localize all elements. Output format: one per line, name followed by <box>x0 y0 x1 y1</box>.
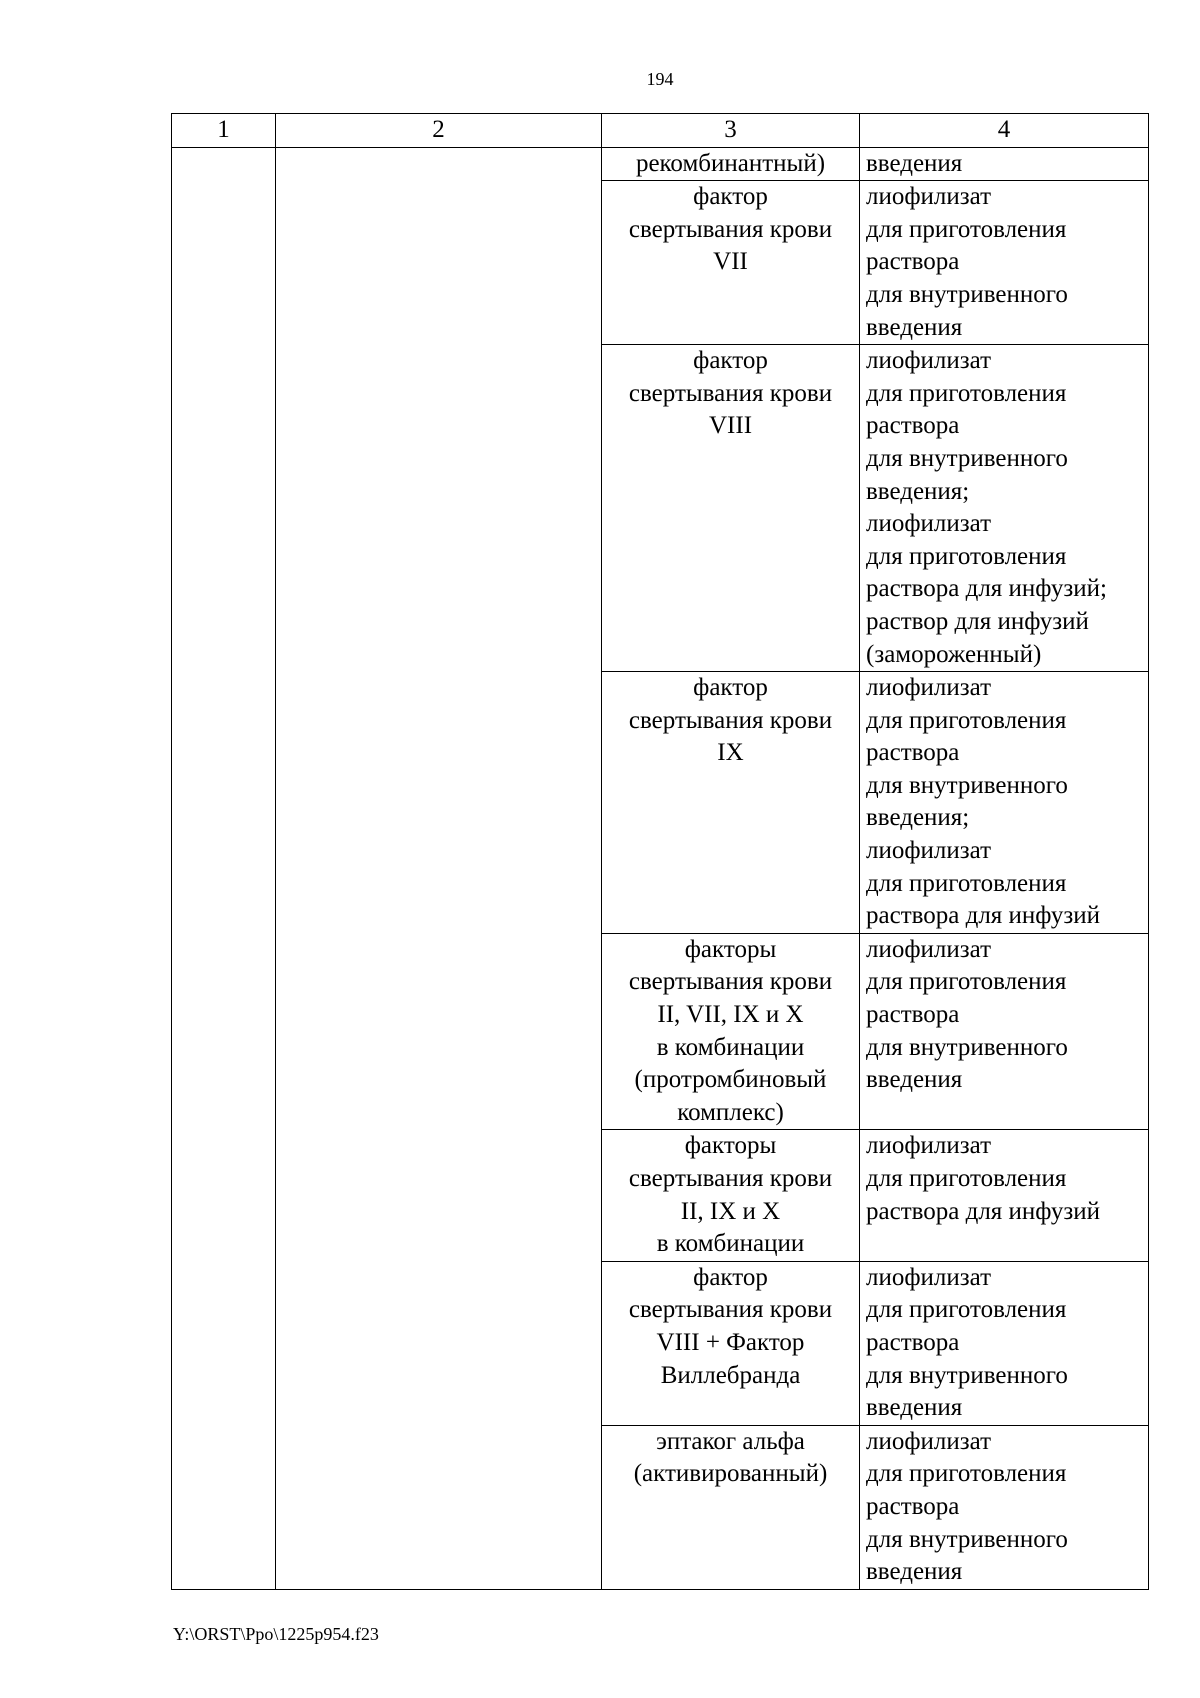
drug-name-cell <box>602 147 860 181</box>
drug-name-line: свертывания крови <box>628 706 833 734</box>
dosage-form-line: лиофилизат <box>866 183 992 211</box>
drug-name-line: фактор <box>693 183 768 211</box>
dosage-form-line: для приготовления <box>866 542 1067 570</box>
dosage-form-cell <box>860 345 1149 672</box>
dosage-form-line: раствора для инфузий <box>866 1197 1101 1225</box>
drug-name-cell <box>602 345 860 672</box>
drug-name-line: фактор <box>693 347 768 375</box>
column-2-cell <box>276 147 602 1589</box>
drug-name-line: II, IX и X <box>680 1197 781 1225</box>
dosage-form-line: для приготовления <box>866 706 1067 734</box>
drug-name-line: фактор <box>693 1263 768 1291</box>
dosage-form-cell <box>860 1130 1149 1261</box>
dosage-form-cell <box>860 1261 1149 1425</box>
drug-name-line: VIII + Фактор <box>656 1328 805 1356</box>
dosage-form-line: для приготовления <box>866 379 1067 407</box>
dosage-form-line: введения <box>866 1394 963 1422</box>
drug-name-line: Виллебранда <box>660 1361 801 1389</box>
dosage-form-cell <box>860 672 1149 934</box>
drug-name-cell <box>602 672 860 934</box>
dosage-form-line: раствора для инфузий; <box>866 575 1107 603</box>
drug-name-line: фактор <box>693 674 768 702</box>
dosage-form-line: раствора <box>866 412 960 440</box>
dosage-form-line: лиофилизат <box>866 935 992 963</box>
dosage-form-cell <box>860 1425 1149 1589</box>
column-header-3: 3 <box>602 114 860 148</box>
table-row <box>172 147 1149 181</box>
column-1-cell <box>172 147 276 1589</box>
footer-file-path: Y:\ORST\Ppo\1225p954.f23 <box>173 1624 379 1644</box>
dosage-form-line: для приготовления <box>866 869 1067 897</box>
dosage-form-line: лиофилизат <box>866 347 992 375</box>
drug-name-line: факторы <box>684 1132 777 1160</box>
column-header-1: 1 <box>172 114 276 148</box>
dosage-form-line: (замороженный) <box>866 640 1042 668</box>
table-header-row <box>172 114 1149 148</box>
dosage-form-line: раствора <box>866 1492 960 1520</box>
drug-name-line: VIII <box>708 412 753 440</box>
dosage-form-cell <box>860 147 1149 181</box>
dosage-form-line: введения; <box>866 804 970 832</box>
page-number: 194 <box>646 69 674 89</box>
dosage-form-line: раствор для инфузий <box>866 607 1089 635</box>
drug-name-line: в комбинации <box>656 1033 805 1061</box>
dosage-form-line: для внутривенного <box>866 444 1068 472</box>
dosage-form-line: для внутривенного <box>866 280 1068 308</box>
dosage-form-line: для приготовления <box>866 1460 1067 1488</box>
dosage-form-line: раствора <box>866 248 960 276</box>
dosage-form-line: для приготовления <box>866 1296 1067 1324</box>
drug-name-line: комплекс) <box>677 1098 784 1126</box>
drug-name-line: свертывания крови <box>628 1296 833 1324</box>
drug-name-line: (протромбиновый <box>634 1066 827 1094</box>
drug-name-line: (активированный) <box>633 1460 828 1488</box>
drug-name-cell <box>602 1130 860 1261</box>
dosage-form-line: лиофилизат <box>866 837 992 865</box>
dosage-form-line: лиофилизат <box>866 674 992 702</box>
drug-name-line: свертывания крови <box>628 215 833 243</box>
dosage-form-line: для внутривенного <box>866 1361 1068 1389</box>
dosage-form-line: введения <box>866 313 963 341</box>
column-header-2: 2 <box>276 114 602 148</box>
dosage-form-line: раствора <box>866 1328 960 1356</box>
drug-name-line: рекомбинантный) <box>635 149 826 177</box>
dosage-form-line: лиофилизат <box>866 1263 992 1291</box>
dosage-form-line: лиофилизат <box>866 510 992 538</box>
drug-name-line: свертывания крови <box>628 379 833 407</box>
drug-name-line: свертывания крови <box>628 968 833 996</box>
dosage-form-line: для внутривенного <box>866 1525 1068 1553</box>
drug-name-line: свертывания крови <box>628 1165 833 1192</box>
drug-name-cell <box>602 933 860 1130</box>
drug-name-line: II, VII, IX и X <box>657 1001 804 1029</box>
dosage-form-line: раствора <box>866 739 960 767</box>
dosage-form-line: для внутривенного <box>866 1033 1068 1061</box>
dosage-form-line: введения <box>866 1066 963 1094</box>
dosage-form-line: введения; <box>866 477 970 505</box>
dosage-form-line: для приготовления <box>866 215 1067 243</box>
dosage-form-line: введения <box>866 149 963 177</box>
drug-name-line: факторы <box>684 935 777 963</box>
dosage-form-line: для внутривенного <box>866 771 1068 799</box>
drug-name-cell <box>602 1261 860 1425</box>
drug-table <box>171 113 1149 1590</box>
dosage-form-line: лиофилизат <box>866 1427 992 1455</box>
dosage-form-line: раствора <box>866 1001 960 1029</box>
column-header-4: 4 <box>860 114 1149 148</box>
dosage-form-line: для приготовления <box>866 1165 1067 1192</box>
dosage-form-line: введения <box>866 1558 963 1586</box>
dosage-form-cell <box>860 181 1149 345</box>
drug-name-line: в комбинации <box>656 1230 805 1258</box>
drug-name-line: IX <box>717 739 744 767</box>
drug-name-line: VII <box>713 248 748 276</box>
drug-name-cell <box>602 1425 860 1589</box>
dosage-form-cell <box>860 933 1149 1130</box>
dosage-form-line: лиофилизат <box>866 1132 992 1160</box>
drug-name-cell <box>602 181 860 345</box>
drug-name-line: эптаког альфа <box>656 1427 805 1455</box>
dosage-form-line: для приготовления <box>866 968 1067 996</box>
dosage-form-line: раствора для инфузий <box>866 902 1101 930</box>
